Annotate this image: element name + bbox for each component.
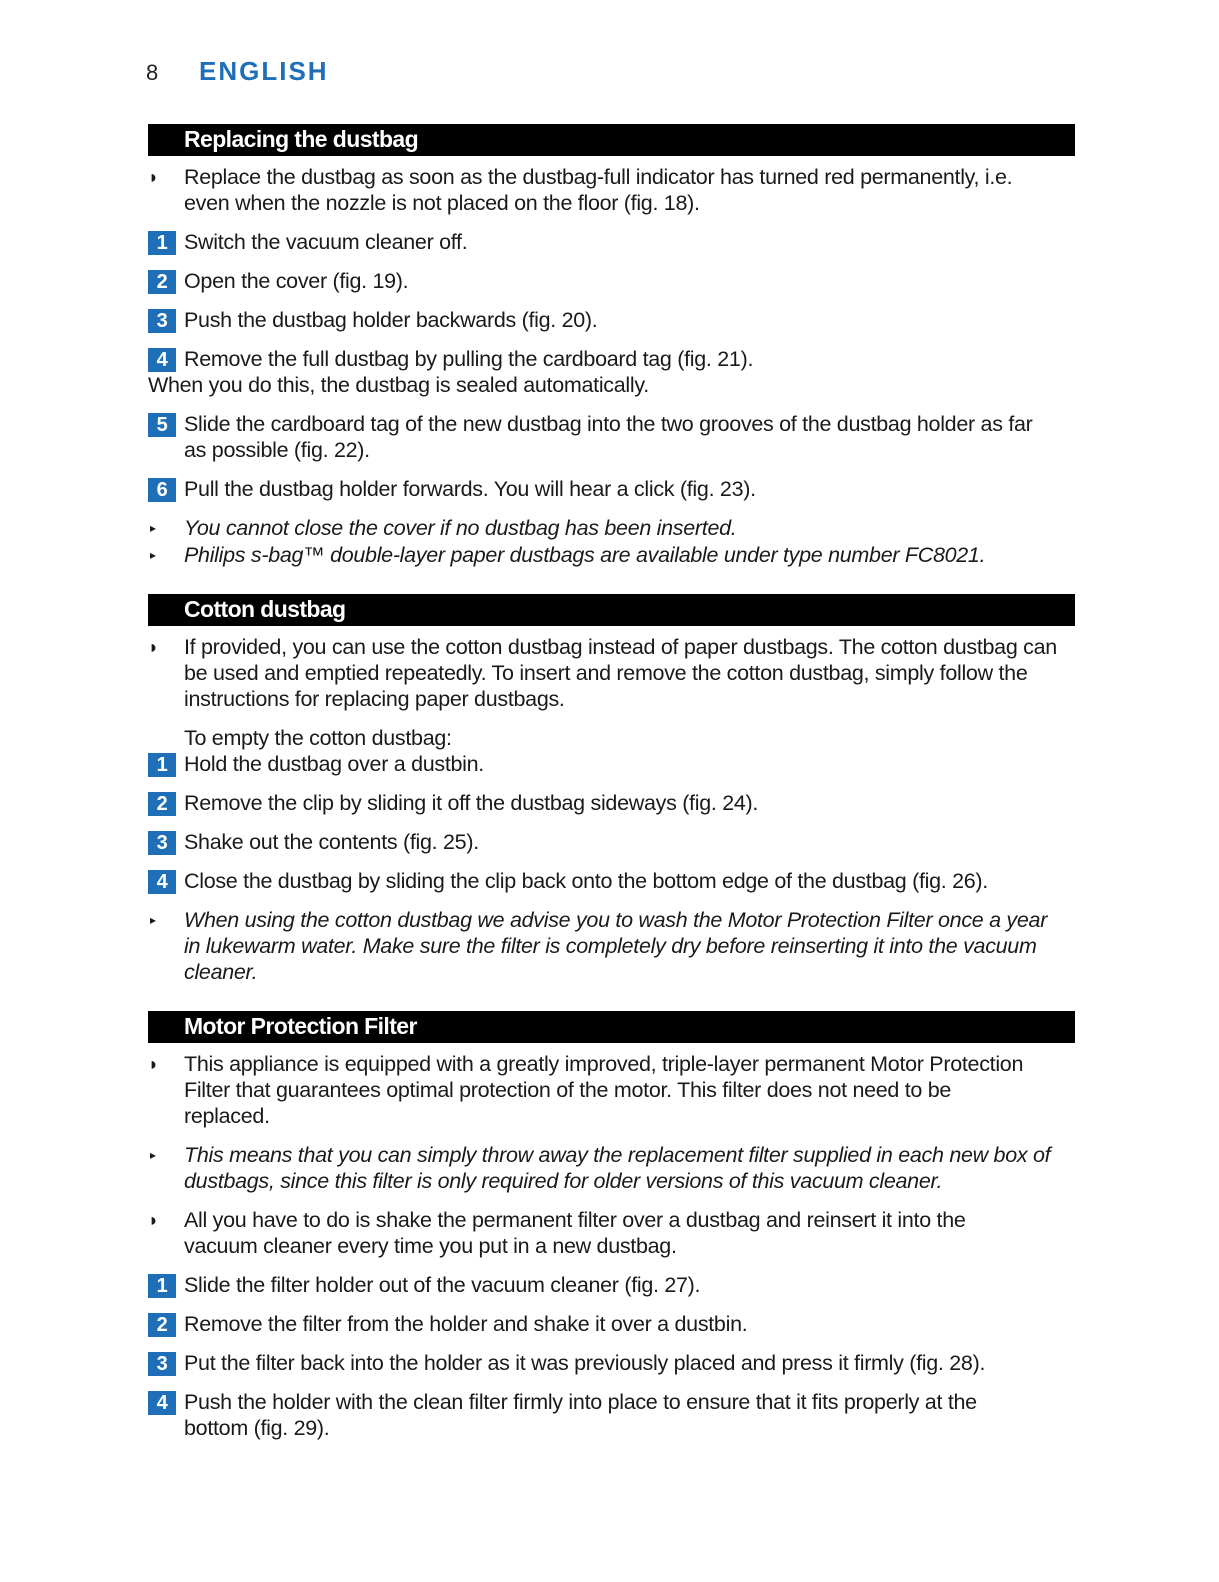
note-item: ▸ This means that you can simply throw away the replacement filter supplied in each new box of dustbags, since this filter is only required for older versions of this vacuum cleaner. [150, 1143, 1051, 1193]
step-item: 1 Switch the vacuum cleaner off. [148, 229, 1075, 255]
step-number: 5 [148, 413, 176, 437]
step-number: 6 [148, 478, 176, 502]
step-item: 3 Shake out the contents (fig. 25). [148, 829, 1075, 855]
step-item: 3 Push the dustbag holder backwards (fig. 20). [148, 307, 1075, 333]
note-bullet-icon: ▸ [150, 521, 156, 535]
step-number: 3 [148, 1352, 176, 1376]
section-motor-protection-filter [148, 1011, 1075, 1441]
bullet-item: ◗ All you have to do is shake the permanent filter over a dustbag and reinsert it into the vacuum cleaner every time you put in a new dustbag. [148, 1208, 966, 1258]
step-item: 2 Remove the filter from the holder and shake it over a dustbin. [148, 1311, 1075, 1337]
note-item: ▸ Philips s-bag™ double-layer paper dustbags are available under type number FC8021. [150, 543, 986, 567]
bullet-icon: ◗ [148, 637, 159, 657]
bullet-item: ◗ If provided, you can use the cotton dustbag instead of paper dustbags. The cotton dustbag can be used and emptied repeatedly. To insert and remove the cotton dustbag, simply follow the instructions for replacing paper dustbags. [148, 635, 1057, 711]
step-item: 3 Put the filter back into the holder as it was previously placed and press it firmly (fig. 28). [148, 1350, 1075, 1376]
section-title: Cotton dustbag [148, 594, 1075, 626]
bullet-item: ◗ This appliance is equipped with a greatly improved, triple-layer permanent Motor Protection Filter that guarantees optimal protection of the motor. This filter does not need to be replaced. [148, 1052, 1024, 1128]
step-item: 1 Slide the filter holder out of the vacuum cleaner (fig. 27). [148, 1272, 1075, 1298]
page-number: 8 [146, 60, 159, 85]
note-bullet-icon: ▸ [150, 1148, 156, 1162]
step-number: 1 [148, 1274, 176, 1298]
note-item: ▸ When using the cotton dustbag we advise you to wash the Motor Protection Filter once a year in lukewarm water. Make sure the filter is completely dry before reinserting it into the vacuum cleaner. [150, 908, 1048, 984]
document-body [148, 124, 1075, 1467]
bullet-item: ◗ Replace the dustbag as soon as the dustbag-full indicator has turned red permanently, i.e. even when the nozzle is not placed on the floor (fig. 18). [148, 165, 1013, 215]
step-number: 1 [148, 753, 176, 777]
step-number: 2 [148, 270, 176, 294]
step-item: 4 Close the dustbag by sliding the clip back onto the bottom edge of the dustbag (fig. 26). [148, 868, 1075, 894]
sub-intro: To empty the cotton dustbag: [184, 726, 452, 750]
step-item: 2 Open the cover (fig. 19). [148, 268, 1075, 294]
step-number: 2 [148, 792, 176, 816]
step-number: 4 [148, 348, 176, 372]
step-number: 4 [148, 870, 176, 894]
step-number: 2 [148, 1313, 176, 1337]
step-item: 4 Remove the full dustbag by pulling the cardboard tag (fig. 21). [148, 346, 1075, 372]
step-number: 3 [148, 309, 176, 333]
bullet-icon: ◗ [148, 1054, 159, 1074]
step-item: 1 Hold the dustbag over a dustbin. [148, 751, 1075, 777]
step-item: 4 Push the holder with the clean filter firmly into place to ensure that it fits properly at the bottom (fig. 29). [148, 1389, 1075, 1441]
step-note: When you do this, the dustbag is sealed automatically. [148, 373, 649, 397]
step-item: 5 Slide the cardboard tag of the new dustbag into the two grooves of the dustbag holder as far as possible (fig. 22). [148, 411, 1075, 463]
page-language: ENGLISH [199, 56, 329, 86]
note-bullet-icon: ▸ [150, 548, 156, 562]
bullet-icon: ◗ [148, 1210, 159, 1230]
note-bullet-icon: ▸ [150, 913, 156, 927]
section-title: Motor Protection Filter [148, 1011, 1075, 1043]
bullet-icon: ◗ [148, 167, 159, 187]
step-number: 4 [148, 1391, 176, 1415]
step-item: 2 Remove the clip by sliding it off the dustbag sideways (fig. 24). [148, 790, 1075, 816]
step-number: 1 [148, 231, 176, 255]
section-cotton-dustbag [148, 594, 1075, 985]
step-number: 3 [148, 831, 176, 855]
section-title: Replacing the dustbag [148, 124, 1075, 156]
section-replacing-dustbag [148, 124, 1075, 568]
note-item: ▸ You cannot close the cover if no dustbag has been inserted. [150, 516, 737, 540]
step-item: 6 Pull the dustbag holder forwards. You will hear a click (fig. 23). [148, 476, 1075, 502]
